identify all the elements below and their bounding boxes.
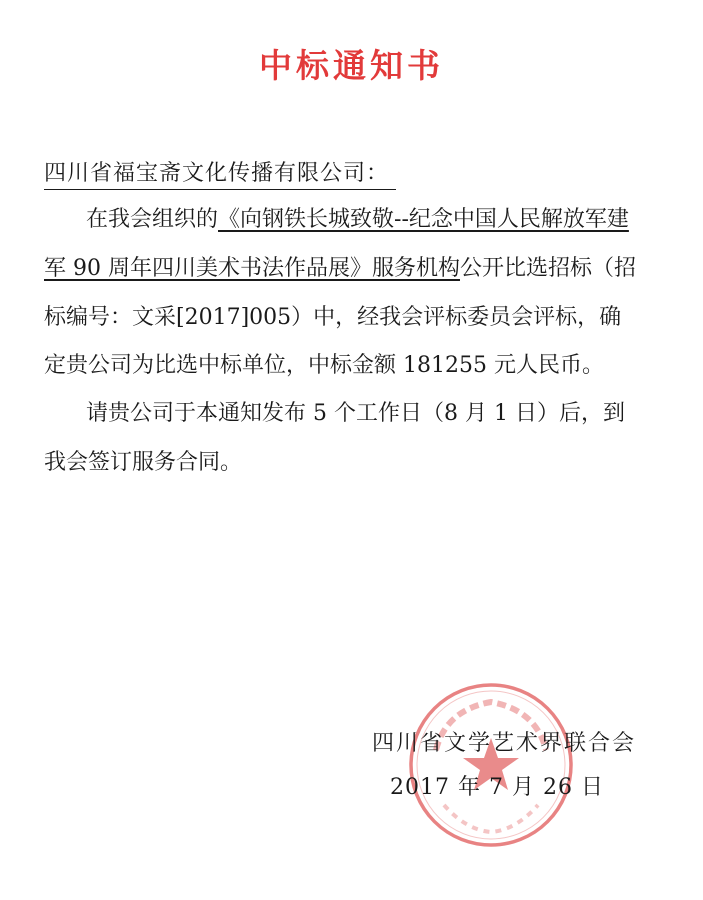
- exhibition-title-part2: 军 90 周年四川美术书法作品展》服务机构: [44, 256, 460, 281]
- exhibition-title-part1: 《向钢铁长城致敬--纪念中国人民解放军建: [218, 207, 629, 232]
- paragraph1-line3: 标编号：文采[2017]005）中，经我会评标委员会评标，确: [44, 305, 622, 330]
- paragraph2-line1: 请贵公司于本通知发布 5 个工作日（8 月 1 日）后，到: [86, 401, 625, 426]
- paragraph2-line2: 我会签订服务合同。: [44, 450, 243, 475]
- signing-date: 2017 年 7 月 26 日: [390, 775, 604, 800]
- paragraph1-line2-suffix: 公开比选招标（招: [459, 256, 636, 281]
- paragraph1-line1-prefix: 在我会组织的: [86, 207, 219, 232]
- paragraph1-line1: [86, 206, 629, 234]
- addressee-line: 四川省福宝斋文化传播有限公司：: [44, 156, 396, 190]
- star-seal-icon: [406, 680, 576, 850]
- paragraph1-line4: 定贵公司为比选中标单位，中标金额 181255 元人民币。: [44, 353, 604, 378]
- signing-organization: 四川省文学艺术界联合会: [372, 731, 637, 756]
- document-title: 中标通知书: [259, 46, 444, 85]
- paragraph1-line2: [44, 255, 636, 283]
